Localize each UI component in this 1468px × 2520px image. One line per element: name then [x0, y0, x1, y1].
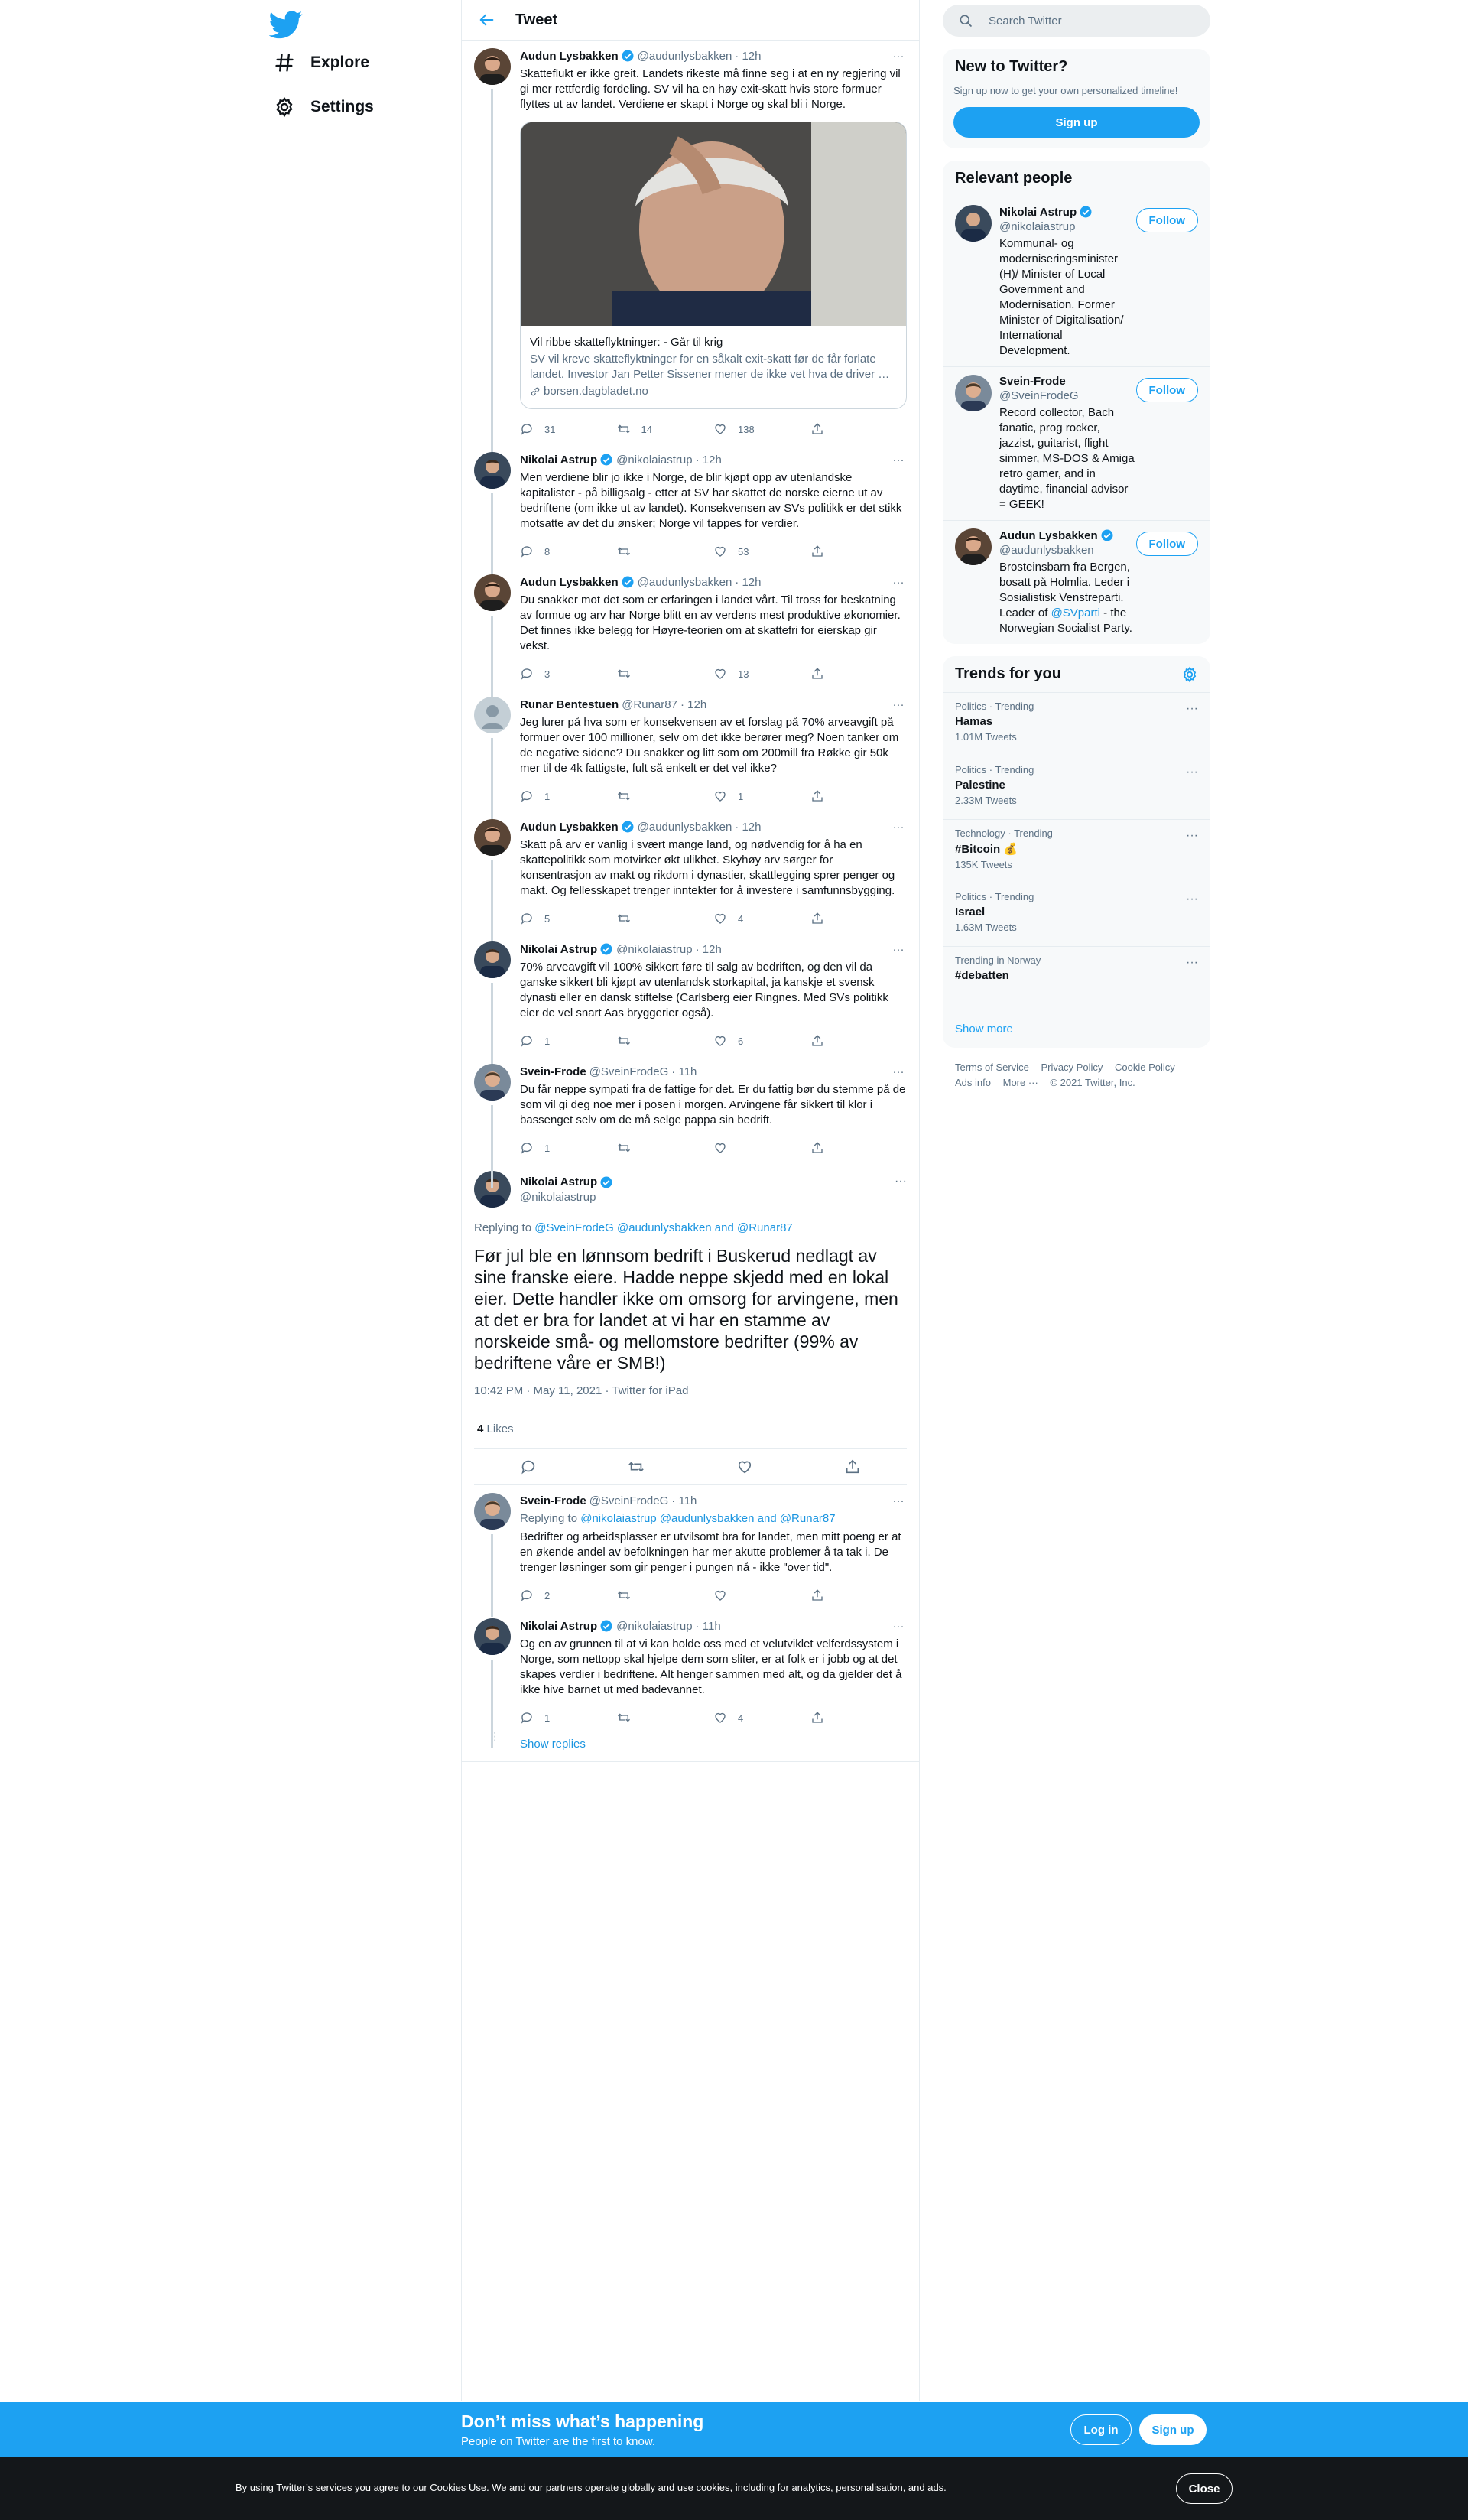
- reply-button[interactable]: 2: [520, 1588, 617, 1602]
- tweet-text: 70% arveavgift vil 100% sikkert føre til salg av bedriften, og den vil da ganske sikkert bli kjøpt av utenlandsk storkapital, ja kanskje et svensk dynasti eller en dansk stiftelse (Carlsberg eier Ringnes. Med SVs politikk eier de vel snart Aas bryggerier også).: [520, 961, 888, 1019]
- tweet-actions: [520, 1702, 907, 1733]
- share-button[interactable]: [810, 1711, 908, 1725]
- avatar[interactable]: [474, 452, 511, 489]
- tweet-text: Du får neppe sympati fra de fattige for det. Er du fattig bør du stemme på de som vil gi deg noe mer i posen i morgen. Arvingene får sikkert til klor i bassenget selv om de må selge pappa sin bedrift.: [520, 1083, 906, 1127]
- tweet-time[interactable]: · 11h: [671, 1065, 697, 1078]
- nav-settings[interactable]: [265, 87, 383, 127]
- person-card[interactable]: [943, 197, 1210, 366]
- avatar[interactable]: [474, 697, 511, 733]
- person-card[interactable]: [943, 366, 1210, 520]
- retweet-icon: [617, 1588, 631, 1602]
- heart-icon: [713, 1141, 727, 1155]
- right-sidebar: [943, 0, 1210, 1103]
- replying-to-links[interactable]: @nikolaiastrup @audunlysbakken and @Runar87: [580, 1512, 836, 1525]
- thread-tweet[interactable]: [462, 444, 919, 567]
- share-button[interactable]: [810, 1034, 908, 1048]
- more-icon[interactable]: ···: [892, 1494, 905, 1507]
- more-icon[interactable]: ···: [1186, 766, 1198, 779]
- banner-title: Don’t miss what’s happening: [461, 2411, 704, 2431]
- cookie-policy-link[interactable]: Cookie Policy: [1114, 1062, 1175, 1073]
- trend-item[interactable]: [943, 819, 1210, 883]
- like-button[interactable]: 4: [713, 912, 810, 925]
- thread-line: [491, 983, 493, 1065]
- heart-icon: [713, 422, 727, 436]
- trend-name: Palestine: [955, 779, 1005, 792]
- cookie-close-button[interactable]: Close: [1176, 2473, 1233, 2504]
- retweet-button[interactable]: [617, 1141, 714, 1155]
- main-column: [461, 0, 920, 2401]
- trend-name: Israel: [955, 906, 986, 919]
- search-input[interactable]: [943, 5, 1210, 37]
- like-button[interactable]: 6: [713, 1034, 810, 1048]
- share-button[interactable]: [810, 545, 908, 558]
- tweet-actions: [520, 1133, 907, 1163]
- tweet-time[interactable]: · 11h: [695, 1619, 721, 1633]
- thread-line: [491, 616, 493, 698]
- thread-tweet[interactable]: [462, 689, 919, 811]
- heart-icon[interactable]: [736, 1458, 753, 1475]
- trend-name: #debatten: [955, 969, 1009, 982]
- share-button[interactable]: [810, 789, 908, 803]
- panel-title: New to Twitter?: [955, 58, 1068, 75]
- tweet-actions: [520, 1026, 907, 1056]
- reply-icon: [520, 1588, 534, 1602]
- back-button[interactable]: [474, 7, 500, 33]
- trend-context: Politics · Trending: [955, 701, 1034, 712]
- more-icon[interactable]: ···: [892, 453, 905, 467]
- share-icon: [810, 1034, 824, 1048]
- sidebar-signup-button[interactable]: Sign up: [953, 107, 1200, 138]
- retweet-icon: [617, 422, 631, 436]
- focal-actions: [474, 1449, 907, 1485]
- author-handle[interactable]: @audunlysbakken: [637, 575, 732, 589]
- avatar[interactable]: [474, 1618, 511, 1655]
- avatar[interactable]: [955, 205, 992, 242]
- author-handle[interactable]: @audunlysbakken: [637, 49, 732, 63]
- heart-icon: [713, 545, 727, 558]
- retweet-button[interactable]: [617, 1588, 714, 1602]
- nav-explore-label: Explore: [310, 54, 370, 71]
- reply-icon: [520, 667, 534, 681]
- verified-badge-icon: [621, 820, 635, 834]
- more-icon[interactable]: ···: [892, 697, 905, 711]
- share-button[interactable]: [810, 422, 908, 436]
- author-name[interactable]: Audun Lysbakken: [520, 49, 619, 63]
- more-link[interactable]: More ···: [1002, 1077, 1038, 1088]
- avatar[interactable]: [955, 528, 992, 565]
- like-button[interactable]: [713, 1141, 810, 1155]
- thread-line: [491, 738, 493, 821]
- author-handle[interactable]: @Runar87: [622, 697, 677, 711]
- card-description: SV vil kreve skatteflyktninger for en såkalt exit-skatt før de får forlate landet. Investor Jan Petter Sissener mener de ikke vet hva de driver …: [530, 353, 890, 381]
- hashtag-icon: [274, 52, 295, 73]
- thread-line: [491, 493, 493, 576]
- reply-button[interactable]: 3: [520, 667, 617, 681]
- heart-icon: [713, 1711, 727, 1725]
- panel-title: Relevant people: [955, 170, 1073, 187]
- share-icon: [810, 422, 824, 436]
- thread-tweet[interactable]: [462, 1485, 919, 1611]
- more-icon[interactable]: ···: [1186, 956, 1198, 969]
- person-bio: Brosteinsbarn fra Bergen, bosatt på Holmlia. Leder i Sosialistisk Venstreparti. Leader of @SVparti - the Norwegian Socialist Party.: [999, 561, 1132, 635]
- thread-tweet[interactable]: [462, 1056, 919, 1163]
- trend-context: Politics · Trending: [955, 764, 1034, 776]
- trend-count: 135K Tweets: [955, 859, 1012, 870]
- tweet-text: Du snakker mot det som er erfaringen i landet vårt. Til tross for beskatning av formue og arv har Norge blitt en av verdens mest produktive økonomier. Det finnes ikke belegg for Høyre-teorien om at skattefri for eierskap gir vekst.: [520, 593, 901, 652]
- thread-line: [491, 1534, 493, 1617]
- share-icon: [810, 667, 824, 681]
- tweet-time[interactable]: · 12h: [735, 820, 762, 834]
- author-name[interactable]: Nikolai Astrup: [520, 942, 598, 956]
- reply-icon[interactable]: [520, 1458, 537, 1475]
- top-bar: [462, 0, 919, 41]
- tweet-actions: [520, 658, 907, 689]
- retweet-icon: [617, 789, 631, 803]
- heart-icon: [713, 789, 727, 803]
- focal-tweet: [462, 1163, 919, 1485]
- thread-tweet[interactable]: [462, 567, 919, 689]
- reply-icon: [520, 1034, 534, 1048]
- avatar[interactable]: [474, 819, 511, 856]
- more-icon[interactable]: ···: [1186, 829, 1198, 842]
- author-handle[interactable]: @nikolaiastrup: [616, 942, 693, 956]
- heart-icon: [713, 1588, 727, 1602]
- more-icon[interactable]: ···: [1186, 702, 1198, 715]
- bio-mention-link[interactable]: @SVparti: [1051, 606, 1100, 619]
- verified-badge-icon: [599, 942, 613, 956]
- retweet-icon: [617, 912, 631, 925]
- reply-button[interactable]: 1: [520, 789, 617, 803]
- trend-context: Politics · Trending: [955, 891, 1034, 902]
- trend-name: Hamas: [955, 715, 993, 728]
- person-name[interactable]: Svein-Frode: [999, 375, 1066, 388]
- person-handle[interactable]: @SveinFrodeG: [999, 389, 1079, 402]
- privacy-link[interactable]: Privacy Policy: [1041, 1062, 1103, 1073]
- share-button[interactable]: [810, 667, 908, 681]
- avatar[interactable]: [474, 1064, 511, 1101]
- like-button[interactable]: 1: [713, 789, 810, 803]
- more-icon[interactable]: ···: [1186, 893, 1198, 906]
- reply-icon: [520, 422, 534, 436]
- verified-badge-icon: [1100, 528, 1114, 542]
- person-name[interactable]: Nikolai Astrup: [999, 205, 1077, 219]
- retweet-button[interactable]: [617, 912, 714, 925]
- tweet-actions: [520, 903, 907, 934]
- nav-settings-label: Settings: [310, 98, 374, 115]
- trend-context: Trending in Norway: [955, 954, 1041, 966]
- likes-count[interactable]: 4 Likes: [474, 1410, 907, 1449]
- verified-badge-icon: [621, 575, 635, 589]
- replying-to: Replying to @SveinFrodeG @audunlysbakken and @Runar87: [474, 1221, 793, 1234]
- retweet-button[interactable]: [617, 1034, 714, 1048]
- tweet-meta[interactable]: 10:42 PM · May 11, 2021 · Twitter for iPad: [474, 1384, 907, 1410]
- follow-button[interactable]: Follow: [1136, 208, 1199, 232]
- trend-count: 1.01M Tweets: [955, 731, 1017, 743]
- trend-item[interactable]: [943, 756, 1210, 819]
- retweet-icon: [617, 1141, 631, 1155]
- trend-item[interactable]: [943, 692, 1210, 756]
- card-url: borsen.dagbladet.no: [544, 385, 648, 398]
- avatar[interactable]: [474, 48, 511, 85]
- retweet-icon: [617, 1034, 631, 1048]
- gear-icon: [274, 96, 295, 118]
- share-icon: [810, 1588, 824, 1602]
- verified-badge-icon: [599, 1619, 613, 1633]
- person-name[interactable]: Audun Lysbakken: [999, 528, 1098, 542]
- tweet-time[interactable]: · 12h: [735, 575, 762, 589]
- share-icon: [810, 545, 824, 558]
- tweet-text: Jeg lurer på hva som er konsekvensen av et forslag på 70% arveavgift på formuer over 100 millioner, selv om det ikke berører meg? Noen tanker om de negative sidene? Du snakker og litt som om 200mill fra Røkke gir 50k mer til de 4k fattigste, fult så enkelt er det vel ikke?: [520, 716, 899, 775]
- heart-icon: [713, 667, 727, 681]
- show-more-link[interactable]: Show more: [943, 1010, 1210, 1048]
- tweet-actions: [520, 414, 907, 444]
- person-bio: Record collector, Bach fanatic, prog rocker, jazzist, guitarist, flight simmer, MS-DOS & Amiga retro gamer, and in daytime, financial advisor = GEEK!: [999, 406, 1135, 511]
- search-icon: [958, 13, 973, 28]
- tweet-actions: [520, 781, 907, 811]
- share-button[interactable]: [810, 1141, 908, 1155]
- focal-author-handle[interactable]: @nikolaiastrup: [520, 1190, 596, 1204]
- reply-icon: [520, 1711, 534, 1725]
- more-icon[interactable]: ···: [892, 1619, 905, 1633]
- panel-title: Trends for you: [955, 665, 1061, 682]
- more-icon[interactable]: ···: [892, 575, 905, 589]
- like-button[interactable]: 4: [713, 1711, 810, 1725]
- focal-author-name[interactable]: Nikolai Astrup: [520, 1175, 598, 1188]
- gear-icon[interactable]: [1181, 666, 1198, 683]
- trend-context: Technology · Trending: [955, 828, 1053, 839]
- relevant-people-panel: [943, 161, 1210, 644]
- ads-info-link[interactable]: Ads info: [955, 1077, 991, 1088]
- trend-name: #Bitcoin 💰: [955, 843, 1018, 856]
- verified-badge-icon: [599, 1175, 613, 1189]
- more-icon[interactable]: ···: [892, 1065, 905, 1078]
- thread-tweet[interactable]: [462, 934, 919, 1056]
- follow-button[interactable]: Follow: [1136, 378, 1199, 402]
- replying-to: Replying to @nikolaiastrup @audunlysbakken and @Runar87: [520, 1512, 836, 1525]
- heart-icon: [713, 1034, 727, 1048]
- trend-count: 1.63M Tweets: [955, 922, 1017, 933]
- trend-item[interactable]: [943, 883, 1210, 946]
- author-name[interactable]: Svein-Frode: [520, 1494, 586, 1507]
- retweet-button[interactable]: [617, 667, 714, 681]
- retweet-button[interactable]: [617, 1711, 714, 1725]
- replying-to-links[interactable]: @SveinFrodeG @audunlysbakken and @Runar87: [534, 1221, 793, 1234]
- signup-button[interactable]: Sign up: [1139, 2414, 1207, 2445]
- avatar[interactable]: [955, 375, 992, 411]
- reply-icon: [520, 912, 534, 925]
- trend-count: 2.33M Tweets: [955, 795, 1017, 806]
- person-bio: Kommunal- og moderniseringsminister (H)/ Minister of Local Government and Modernisation. Former Minister of Digitalisation/ International Development.: [999, 237, 1124, 357]
- thread-tweet[interactable]: [462, 811, 919, 934]
- signup-banner: [0, 2402, 1468, 2457]
- author-name[interactable]: Runar Bentestuen: [520, 697, 619, 711]
- author-name[interactable]: Audun Lysbakken: [520, 820, 619, 834]
- tweet-time[interactable]: · 12h: [735, 49, 762, 63]
- tweet-text: Og en av grunnen til at vi kan holde oss med et velutviklet velferdssystem i Norge, som nettopp skal hjelpe dem som sliter, er at folk er i jobb og at det skapes verdier i bedriftene. Alt henger sammen med alt, og da gjelder det å ikke hive barnet ut med badevannet.: [520, 1637, 902, 1696]
- link-icon: [530, 386, 541, 397]
- share-icon[interactable]: [844, 1458, 861, 1475]
- tweet-time[interactable]: · 12h: [680, 697, 707, 711]
- reply-button[interactable]: 1: [520, 1034, 617, 1048]
- author-handle[interactable]: @SveinFrodeG: [589, 1494, 669, 1507]
- like-button[interactable]: 138: [713, 422, 810, 436]
- reply-icon: [520, 1141, 534, 1155]
- author-handle[interactable]: @SveinFrodeG: [589, 1065, 669, 1078]
- panel-subtitle: Sign up now to get your own personalized timeline!: [953, 85, 1178, 96]
- share-icon: [810, 789, 824, 803]
- author-name[interactable]: Nikolai Astrup: [520, 1619, 598, 1633]
- share-icon: [810, 1141, 824, 1155]
- terms-link[interactable]: Terms of Service: [955, 1062, 1029, 1073]
- tweet-time[interactable]: · 12h: [695, 453, 722, 467]
- more-icon[interactable]: ···: [895, 1175, 907, 1188]
- reply-icon: [520, 789, 534, 803]
- tweet-actions: [520, 536, 907, 567]
- author-name[interactable]: Nikolai Astrup: [520, 453, 598, 467]
- share-button[interactable]: [810, 1588, 908, 1602]
- avatar[interactable]: [474, 574, 511, 611]
- show-replies-link[interactable]: ⋮ Show replies: [462, 1733, 919, 1762]
- tweet-actions: [520, 1580, 907, 1611]
- share-button[interactable]: [810, 912, 908, 925]
- search-placeholder: Search Twitter: [989, 14, 1062, 28]
- author-handle[interactable]: @nikolaiastrup: [616, 1619, 693, 1633]
- retweet-icon: [617, 667, 631, 681]
- reply-button[interactable]: 5: [520, 912, 617, 925]
- nav-explore[interactable]: [265, 43, 378, 83]
- reply-icon: [520, 545, 534, 558]
- avatar[interactable]: [474, 941, 511, 978]
- thread-tweet[interactable]: [462, 1611, 919, 1733]
- retweet-button[interactable]: 14: [617, 422, 714, 436]
- thread-line: [491, 1105, 493, 1188]
- tweet-text: Skatt på arv er vanlig i svært mange land, og nødvendig for å ha en skattepolitikk som motvirker økt ulikhet. Skyhøy arv sørger for konsentrasjon av makt og rikdom i dynastier, skattlegging sprer penger og makt. Og fellesskapet trenger inntekter for å investere i samfunnsbygging.: [520, 838, 895, 897]
- thread-tweet[interactable]: [462, 41, 919, 444]
- reply-button[interactable]: 1: [520, 1141, 617, 1155]
- thread-line: [491, 860, 493, 943]
- retweet-button[interactable]: [617, 545, 714, 558]
- sidebar-footer: [943, 1048, 1210, 1103]
- share-icon: [810, 1711, 824, 1725]
- copyright: © 2021 Twitter, Inc.: [1050, 1077, 1135, 1088]
- reply-button[interactable]: 8: [520, 545, 617, 558]
- tweet-text: Men verdiene blir jo ikke i Norge, de blir kjøpt opp av utenlandske kapitalister - på billigsalg - etter at SV har skattet de norske eierne ut av bedriftene (om ikke ut av landet). Konsekvensen av SVs politikk er det stikk motsatte av det du ønsker; Norge vil tappes for verdier.: [520, 471, 902, 530]
- person-handle[interactable]: @nikolaiastrup: [999, 220, 1076, 233]
- banner-subtitle: People on Twitter are the first to know.: [461, 2435, 656, 2448]
- heart-icon: [713, 912, 727, 925]
- like-button[interactable]: [713, 1588, 810, 1602]
- more-icon[interactable]: ···: [892, 942, 905, 956]
- card-title: Vil ribbe skatteflyktninger: - Går til krig: [530, 336, 723, 349]
- reply-button[interactable]: 31: [520, 422, 617, 436]
- author-name[interactable]: Audun Lysbakken: [520, 575, 619, 589]
- focal-tweet-text: Før jul ble en lønnsom bedrift i Buskerud nedlagt av sine franske eiere. Hadde neppe skjedd med en lokal eier. Dette handler ikke om omsorg for arvingene, men at det er bra for landet at vi har en stamme av norskeide små- og mellomstore bedrifter (99% av bedriftene våre er SMB!): [474, 1246, 898, 1373]
- cookie-banner: [0, 2457, 1468, 2520]
- more-icon[interactable]: ···: [892, 49, 905, 63]
- share-icon: [810, 912, 824, 925]
- verified-badge-icon: [1079, 205, 1093, 219]
- tweet-time[interactable]: · 11h: [671, 1494, 697, 1507]
- cookie-text: By using Twitter’s services you agree to our Cookies Use. We and our partners operate globally and use cookies, including for analytics, personalisation, and ads.: [235, 2482, 947, 2493]
- retweet-icon[interactable]: [628, 1458, 645, 1475]
- link-card[interactable]: [520, 122, 907, 409]
- tweet-time[interactable]: · 12h: [695, 942, 722, 956]
- like-button[interactable]: 13: [713, 667, 810, 681]
- person-card[interactable]: [943, 520, 1210, 644]
- reply-button[interactable]: 1: [520, 1711, 617, 1725]
- tweet-text: Skatteflukt er ikke greit. Landets rikeste må finne seg i at en ny regjering vil gi mer rettferdig fordeling. SV vil ha en høy exit-skatt hvis store formuer flyttes ut av landet. Verdiene er skapt i Norge og skal bli i Norge.: [520, 67, 901, 111]
- verified-badge-icon: [599, 453, 613, 467]
- more-icon[interactable]: ···: [892, 820, 905, 834]
- like-button[interactable]: 53: [713, 545, 810, 558]
- arrow-left-icon: [479, 11, 495, 28]
- cookies-use-link[interactable]: Cookies Use: [430, 2482, 487, 2493]
- person-handle[interactable]: @audunlysbakken: [999, 544, 1094, 557]
- verified-badge-icon: [621, 49, 635, 63]
- trends-panel: [943, 656, 1210, 1048]
- retweet-icon: [617, 1711, 631, 1725]
- login-button[interactable]: Log in: [1070, 2414, 1132, 2445]
- follow-button[interactable]: Follow: [1136, 532, 1199, 556]
- avatar[interactable]: [474, 1493, 511, 1530]
- retweet-icon: [617, 545, 631, 558]
- page-title: Tweet: [515, 11, 558, 28]
- thread-line: [491, 89, 493, 457]
- twitter-logo-icon[interactable]: [269, 8, 303, 41]
- tweet-text: Bedrifter og arbeidsplasser er utvilsomt bra for landet, men mitt poeng er at en økende andel av befolkningen har mer akutte problemer å ta tak i. De trenger løsninger som gir penger i pungen nå - ikke "over tid".: [520, 1530, 901, 1574]
- author-handle[interactable]: @nikolaiastrup: [616, 453, 693, 467]
- trend-item[interactable]: [943, 946, 1210, 1010]
- retweet-button[interactable]: [617, 789, 714, 803]
- card-image: [521, 122, 906, 326]
- new-to-twitter-panel: [943, 49, 1210, 148]
- author-name[interactable]: Svein-Frode: [520, 1065, 586, 1078]
- author-handle[interactable]: @audunlysbakken: [637, 820, 732, 834]
